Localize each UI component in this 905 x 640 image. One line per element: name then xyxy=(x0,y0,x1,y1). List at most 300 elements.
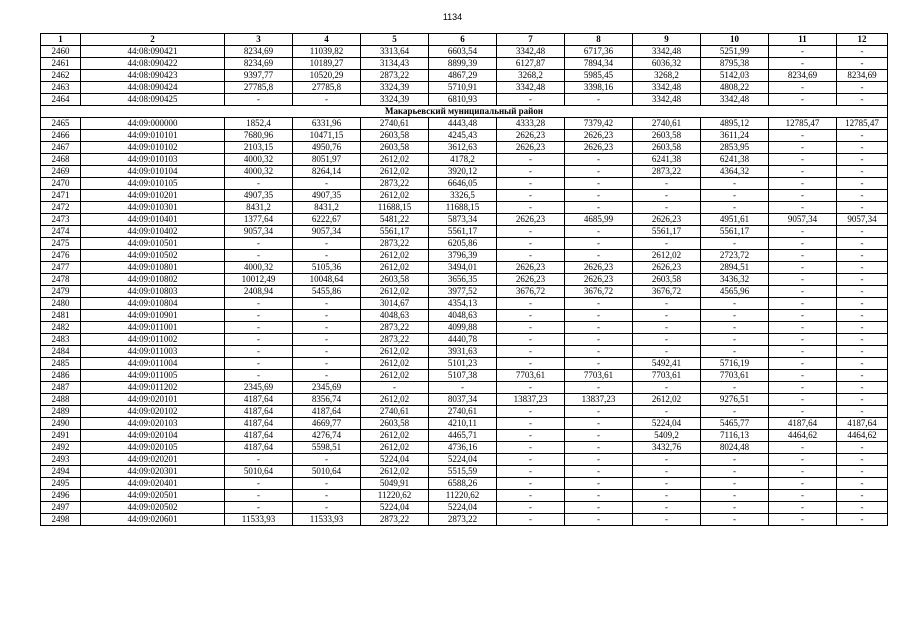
value-cell: - xyxy=(497,346,565,358)
value-cell: - xyxy=(837,310,888,322)
value-cell: - xyxy=(497,430,565,442)
cadastral-number-cell: 44:09:010401 xyxy=(81,214,225,226)
table-row xyxy=(41,442,888,454)
value-cell: 2603,58 xyxy=(633,142,701,154)
value-cell: 3920,12 xyxy=(429,166,497,178)
value-cell: 5224,04 xyxy=(429,454,497,466)
column-header: 12 xyxy=(837,34,888,46)
value-cell: 4048,63 xyxy=(429,310,497,322)
value-cell: 5224,04 xyxy=(429,502,497,514)
cadastral-number-cell: 44:08:090424 xyxy=(81,82,225,94)
cadastral-number-cell: 44:09:020103 xyxy=(81,418,225,430)
value-cell: 9057,34 xyxy=(225,226,293,238)
value-cell: 5455,86 xyxy=(293,286,361,298)
value-cell: - xyxy=(837,442,888,454)
value-cell: 3676,72 xyxy=(565,286,633,298)
value-cell: - xyxy=(837,58,888,70)
value-cell: 4000,32 xyxy=(225,154,293,166)
value-cell: - xyxy=(633,346,701,358)
value-cell: - xyxy=(633,466,701,478)
row-number-cell: 2494 xyxy=(41,466,81,478)
cadastral-number-cell: 44:09:010201 xyxy=(81,190,225,202)
value-cell: 2612,02 xyxy=(633,250,701,262)
value-cell: - xyxy=(225,358,293,370)
value-cell: - xyxy=(225,490,293,502)
value-cell: 11220,62 xyxy=(361,490,429,502)
value-cell: - xyxy=(293,298,361,310)
value-cell: 5985,45 xyxy=(565,70,633,82)
table-row xyxy=(41,82,888,94)
cadastral-number-cell: 44:09:020104 xyxy=(81,430,225,442)
table-row xyxy=(41,502,888,514)
value-cell: - xyxy=(769,202,837,214)
column-header: 1 xyxy=(41,34,81,46)
value-cell: 4950,76 xyxy=(293,142,361,154)
cadastral-number-cell: 44:09:010104 xyxy=(81,166,225,178)
value-cell: - xyxy=(565,490,633,502)
value-cell: 4178,2 xyxy=(429,154,497,166)
value-cell: - xyxy=(837,478,888,490)
value-cell: - xyxy=(769,406,837,418)
column-header: 9 xyxy=(633,34,701,46)
value-cell: 2626,23 xyxy=(497,130,565,142)
value-cell: 8234,69 xyxy=(837,70,888,82)
value-cell: 3342,48 xyxy=(633,94,701,106)
value-cell: 2612,02 xyxy=(361,442,429,454)
value-cell: 5142,03 xyxy=(701,70,769,82)
value-cell: - xyxy=(769,346,837,358)
value-cell: - xyxy=(497,514,565,526)
value-cell: - xyxy=(565,418,633,430)
table-row xyxy=(41,142,888,154)
value-cell: - xyxy=(565,358,633,370)
value-cell: - xyxy=(769,142,837,154)
row-number-cell: 2491 xyxy=(41,430,81,442)
value-cell: - xyxy=(837,46,888,58)
value-cell: 2873,22 xyxy=(633,166,701,178)
row-number-cell: 2497 xyxy=(41,502,81,514)
table-row xyxy=(41,418,888,430)
value-cell: 9276,51 xyxy=(701,394,769,406)
value-cell: - xyxy=(837,274,888,286)
value-cell: - xyxy=(633,190,701,202)
value-cell: 8051,97 xyxy=(293,154,361,166)
value-cell: 6036,32 xyxy=(633,58,701,70)
cadastral-number-cell: 44:09:020101 xyxy=(81,394,225,406)
value-cell: - xyxy=(769,322,837,334)
value-cell: 11688,15 xyxy=(361,202,429,214)
value-cell: - xyxy=(769,178,837,190)
value-cell: 2345,69 xyxy=(293,382,361,394)
cadastral-number-cell: 44:09:020401 xyxy=(81,478,225,490)
value-cell: - xyxy=(293,346,361,358)
value-cell: - xyxy=(837,166,888,178)
value-cell: 5873,34 xyxy=(429,214,497,226)
value-cell: 1852,4 xyxy=(225,118,293,130)
table-row xyxy=(41,250,888,262)
value-cell: - xyxy=(293,238,361,250)
value-cell: 8431,2 xyxy=(225,202,293,214)
value-cell: 4187,64 xyxy=(225,406,293,418)
value-cell: 2873,22 xyxy=(361,334,429,346)
table-row xyxy=(41,178,888,190)
value-cell: - xyxy=(769,82,837,94)
value-cell: - xyxy=(565,430,633,442)
column-header: 3 xyxy=(225,34,293,46)
value-cell: - xyxy=(701,466,769,478)
value-cell: - xyxy=(837,238,888,250)
value-cell: - xyxy=(497,382,565,394)
value-cell: 10012,49 xyxy=(225,274,293,286)
cadastral-number-cell: 44:09:000000 xyxy=(81,118,225,130)
value-cell: - xyxy=(565,298,633,310)
value-cell: 11533,93 xyxy=(293,514,361,526)
row-number-cell: 2466 xyxy=(41,130,81,142)
row-number-cell: 2486 xyxy=(41,370,81,382)
value-cell: 11533,93 xyxy=(225,514,293,526)
table-row xyxy=(41,298,888,310)
value-cell: - xyxy=(293,490,361,502)
value-cell: - xyxy=(837,466,888,478)
value-cell: 4440,78 xyxy=(429,334,497,346)
value-cell: 8234,69 xyxy=(769,70,837,82)
value-cell: - xyxy=(837,250,888,262)
value-cell: - xyxy=(633,202,701,214)
row-number-cell: 2489 xyxy=(41,406,81,418)
value-cell: - xyxy=(769,478,837,490)
value-cell: - xyxy=(497,178,565,190)
section-row xyxy=(41,106,888,118)
value-cell: - xyxy=(769,286,837,298)
value-cell: 3342,48 xyxy=(497,46,565,58)
table-row xyxy=(41,358,888,370)
value-cell: - xyxy=(769,334,837,346)
row-number-cell: 2490 xyxy=(41,418,81,430)
value-cell: - xyxy=(497,466,565,478)
value-cell: 5561,17 xyxy=(633,226,701,238)
value-cell: - xyxy=(293,334,361,346)
cadastral-number-cell: 44:08:090423 xyxy=(81,70,225,82)
value-cell: - xyxy=(497,478,565,490)
value-cell: 5710,91 xyxy=(429,82,497,94)
value-cell: - xyxy=(769,46,837,58)
value-cell: 1377,64 xyxy=(225,214,293,226)
value-cell: 27785,8 xyxy=(293,82,361,94)
value-cell: 4808,22 xyxy=(701,82,769,94)
value-cell: - xyxy=(769,274,837,286)
value-cell: - xyxy=(225,502,293,514)
cadastral-number-cell: 44:09:011202 xyxy=(81,382,225,394)
value-cell: - xyxy=(293,310,361,322)
value-cell: - xyxy=(293,94,361,106)
table-row xyxy=(41,190,888,202)
value-cell: - xyxy=(497,226,565,238)
value-cell: - xyxy=(633,454,701,466)
value-cell: - xyxy=(225,94,293,106)
value-cell: 2626,23 xyxy=(565,142,633,154)
value-cell: 10189,27 xyxy=(293,58,361,70)
value-cell: 2612,02 xyxy=(361,358,429,370)
value-cell: - xyxy=(497,238,565,250)
value-cell: - xyxy=(633,322,701,334)
value-cell: 4364,32 xyxy=(701,166,769,178)
value-cell: - xyxy=(497,310,565,322)
value-cell: 2626,23 xyxy=(497,142,565,154)
value-cell: - xyxy=(837,406,888,418)
value-cell: 3676,72 xyxy=(633,286,701,298)
value-cell: 4333,28 xyxy=(497,118,565,130)
value-cell: - xyxy=(769,250,837,262)
value-cell: 4187,64 xyxy=(837,418,888,430)
value-cell: - xyxy=(497,202,565,214)
value-cell: 7703,61 xyxy=(701,370,769,382)
value-cell: - xyxy=(293,322,361,334)
value-cell: 2612,02 xyxy=(361,346,429,358)
value-cell: - xyxy=(701,490,769,502)
table-row xyxy=(41,214,888,226)
value-cell: 2612,02 xyxy=(361,430,429,442)
cadastral-number-cell: 44:09:020601 xyxy=(81,514,225,526)
cadastral-number-cell: 44:09:010105 xyxy=(81,178,225,190)
row-number-cell: 2474 xyxy=(41,226,81,238)
cadastral-number-cell: 44:09:011001 xyxy=(81,322,225,334)
value-cell: - xyxy=(837,394,888,406)
cadastral-number-cell: 44:08:090425 xyxy=(81,94,225,106)
value-cell: - xyxy=(701,298,769,310)
table-row xyxy=(41,406,888,418)
value-cell: 8795,38 xyxy=(701,58,769,70)
cadastral-number-cell: 44:09:010802 xyxy=(81,274,225,286)
value-cell: - xyxy=(701,346,769,358)
table-row xyxy=(41,202,888,214)
value-cell: - xyxy=(837,346,888,358)
cadastral-number-cell: 44:09:010103 xyxy=(81,154,225,166)
value-cell: 2603,58 xyxy=(633,130,701,142)
row-number-cell: 2460 xyxy=(41,46,81,58)
value-cell: 5481,22 xyxy=(361,214,429,226)
row-number-cell: 2482 xyxy=(41,322,81,334)
value-cell: 7703,61 xyxy=(633,370,701,382)
value-cell: 3134,43 xyxy=(361,58,429,70)
value-cell: 6241,38 xyxy=(633,154,701,166)
value-cell: - xyxy=(565,454,633,466)
value-cell: - xyxy=(769,58,837,70)
value-cell: 5465,77 xyxy=(701,418,769,430)
value-cell: 3931,63 xyxy=(429,346,497,358)
value-cell: 6241,38 xyxy=(701,154,769,166)
value-cell: - xyxy=(361,382,429,394)
value-cell: 11220,62 xyxy=(429,490,497,502)
value-cell: - xyxy=(837,178,888,190)
value-cell: 4907,35 xyxy=(225,190,293,202)
table-row xyxy=(41,394,888,406)
value-cell: - xyxy=(225,250,293,262)
row-number-cell: 2480 xyxy=(41,298,81,310)
value-cell: 6222,67 xyxy=(293,214,361,226)
value-cell: - xyxy=(837,142,888,154)
value-cell: - xyxy=(497,298,565,310)
value-cell: - xyxy=(565,466,633,478)
column-header: 7 xyxy=(497,34,565,46)
row-number-cell: 2468 xyxy=(41,154,81,166)
value-cell: 12785,47 xyxy=(769,118,837,130)
value-cell: 4736,16 xyxy=(429,442,497,454)
table-row xyxy=(41,334,888,346)
value-cell: 10048,64 xyxy=(293,274,361,286)
value-cell: 2853,95 xyxy=(701,142,769,154)
cadastral-number-cell: 44:09:011002 xyxy=(81,334,225,346)
value-cell: - xyxy=(769,238,837,250)
value-cell: 4464,62 xyxy=(769,430,837,442)
value-cell: 3324,39 xyxy=(361,94,429,106)
value-cell: 3656,35 xyxy=(429,274,497,286)
cadastral-number-cell: 44:08:090422 xyxy=(81,58,225,70)
value-cell: 8037,34 xyxy=(429,394,497,406)
value-cell: 5224,04 xyxy=(633,418,701,430)
value-cell: 4099,88 xyxy=(429,322,497,334)
value-cell: 2873,22 xyxy=(361,322,429,334)
value-cell: - xyxy=(701,238,769,250)
value-cell: 3313,64 xyxy=(361,46,429,58)
value-cell: - xyxy=(565,166,633,178)
row-number-cell: 2477 xyxy=(41,262,81,274)
value-cell: - xyxy=(497,490,565,502)
value-cell: 4048,63 xyxy=(361,310,429,322)
value-cell: - xyxy=(837,190,888,202)
value-cell: 5010,64 xyxy=(293,466,361,478)
value-cell: - xyxy=(293,250,361,262)
value-cell: - xyxy=(565,310,633,322)
value-cell: - xyxy=(497,358,565,370)
cadastral-number-cell: 44:09:010501 xyxy=(81,238,225,250)
value-cell: 4187,64 xyxy=(769,418,837,430)
value-cell: 3432,76 xyxy=(633,442,701,454)
value-cell: 2626,23 xyxy=(497,274,565,286)
value-cell: - xyxy=(837,202,888,214)
value-cell: 5107,38 xyxy=(429,370,497,382)
value-cell: 5716,19 xyxy=(701,358,769,370)
value-cell: - xyxy=(633,502,701,514)
value-cell: - xyxy=(769,442,837,454)
value-cell: 2626,23 xyxy=(565,262,633,274)
value-cell: - xyxy=(837,502,888,514)
value-cell: 2626,23 xyxy=(565,130,633,142)
value-cell: - xyxy=(497,250,565,262)
value-cell: - xyxy=(769,154,837,166)
row-number-cell: 2462 xyxy=(41,70,81,82)
value-cell: 6127,87 xyxy=(497,58,565,70)
cadastral-number-cell: 44:09:020105 xyxy=(81,442,225,454)
value-cell: - xyxy=(633,310,701,322)
header-row xyxy=(41,34,888,46)
column-header: 10 xyxy=(701,34,769,46)
value-cell: 3612,63 xyxy=(429,142,497,154)
value-cell: 2612,02 xyxy=(361,466,429,478)
value-cell: 2612,02 xyxy=(361,154,429,166)
value-cell: - xyxy=(633,490,701,502)
value-cell: - xyxy=(837,322,888,334)
cadastral-number-cell: 44:08:090421 xyxy=(81,46,225,58)
table-row xyxy=(41,226,888,238)
value-cell: 2626,23 xyxy=(565,274,633,286)
value-cell: 5049,91 xyxy=(361,478,429,490)
value-cell: 4187,64 xyxy=(293,406,361,418)
value-cell: 4245,43 xyxy=(429,130,497,142)
value-cell: - xyxy=(769,130,837,142)
value-cell: - xyxy=(701,190,769,202)
row-number-cell: 2495 xyxy=(41,478,81,490)
value-cell: - xyxy=(497,166,565,178)
value-cell: - xyxy=(769,370,837,382)
row-number-cell: 2463 xyxy=(41,82,81,94)
value-cell: 2612,02 xyxy=(361,190,429,202)
page-number: 1134 xyxy=(442,12,463,22)
value-cell: - xyxy=(565,178,633,190)
row-number-cell: 2475 xyxy=(41,238,81,250)
value-cell: - xyxy=(633,178,701,190)
value-cell: 3342,48 xyxy=(633,46,701,58)
value-cell: - xyxy=(293,454,361,466)
row-number-cell: 2464 xyxy=(41,94,81,106)
value-cell: 8024,48 xyxy=(701,442,769,454)
value-cell: 2723,72 xyxy=(701,250,769,262)
value-cell: 5598,51 xyxy=(293,442,361,454)
value-cell: 4276,74 xyxy=(293,430,361,442)
table-row xyxy=(41,130,888,142)
value-cell: 3324,39 xyxy=(361,82,429,94)
row-number-cell: 2481 xyxy=(41,310,81,322)
value-cell: - xyxy=(769,394,837,406)
value-cell: 2626,23 xyxy=(633,262,701,274)
column-header: 11 xyxy=(769,34,837,46)
value-cell: - xyxy=(497,190,565,202)
value-cell: - xyxy=(769,514,837,526)
table-row xyxy=(41,466,888,478)
value-cell: - xyxy=(565,94,633,106)
cadastral-number-cell: 44:09:010402 xyxy=(81,226,225,238)
value-cell: 2612,02 xyxy=(361,286,429,298)
value-cell: 5224,04 xyxy=(361,502,429,514)
value-cell: 3268,2 xyxy=(497,70,565,82)
value-cell: 3611,24 xyxy=(701,130,769,142)
value-cell: - xyxy=(293,478,361,490)
value-cell: - xyxy=(565,154,633,166)
value-cell: 4210,11 xyxy=(429,418,497,430)
table-row xyxy=(41,490,888,502)
value-cell: - xyxy=(293,502,361,514)
value-cell: - xyxy=(225,454,293,466)
cadastral-number-cell: 44:09:010801 xyxy=(81,262,225,274)
cadastral-number-cell: 44:09:020501 xyxy=(81,490,225,502)
value-cell: - xyxy=(225,298,293,310)
value-cell: 4354,13 xyxy=(429,298,497,310)
value-cell: - xyxy=(225,238,293,250)
value-cell: 9057,34 xyxy=(837,214,888,226)
value-cell: 2626,23 xyxy=(497,262,565,274)
value-cell: - xyxy=(225,178,293,190)
value-cell: 3977,52 xyxy=(429,286,497,298)
value-cell: 4867,29 xyxy=(429,70,497,82)
value-cell: - xyxy=(565,514,633,526)
value-cell: 3676,72 xyxy=(497,286,565,298)
row-number-cell: 2469 xyxy=(41,166,81,178)
cadastral-number-cell: 44:09:011004 xyxy=(81,358,225,370)
value-cell: - xyxy=(837,514,888,526)
value-cell: 4187,64 xyxy=(225,442,293,454)
value-cell: - xyxy=(837,94,888,106)
value-cell: - xyxy=(497,502,565,514)
value-cell: 4951,61 xyxy=(701,214,769,226)
